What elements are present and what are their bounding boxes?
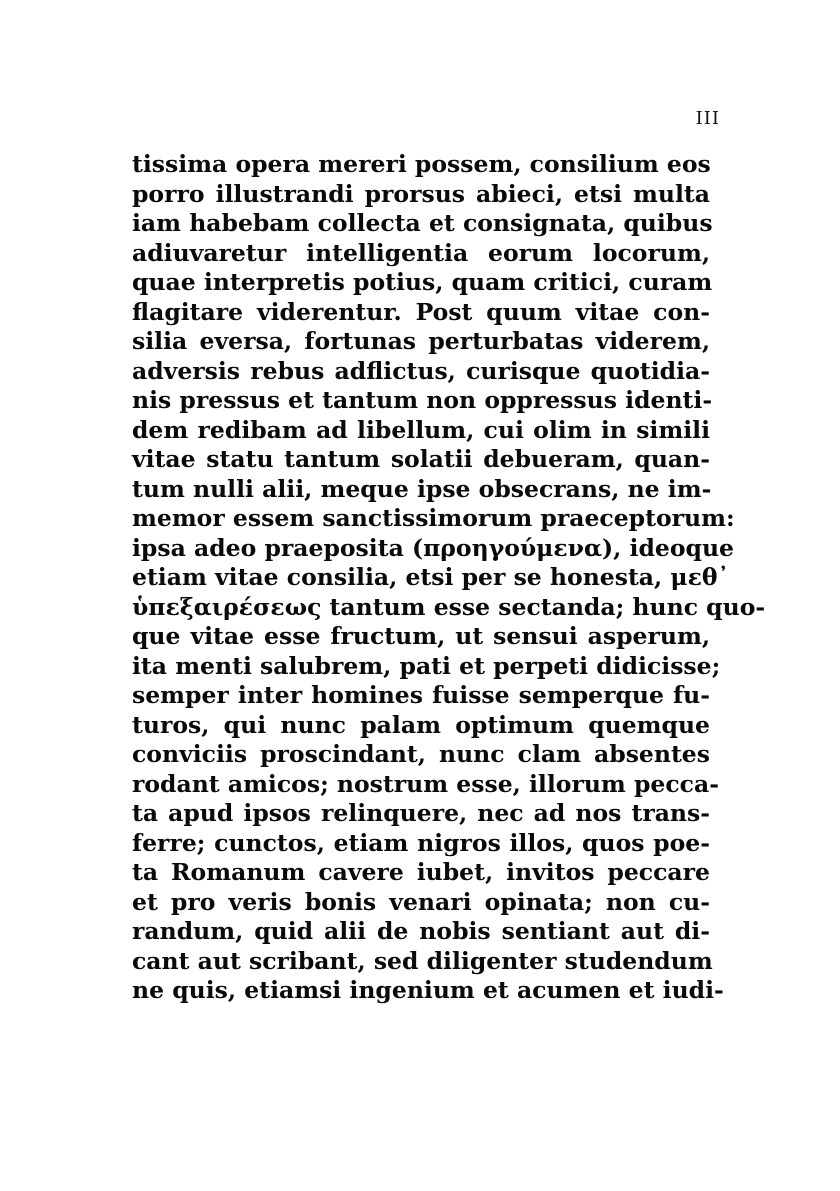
text-line: rodant amicos; nostrum esse, illorum pecca-	[132, 769, 719, 798]
text-line: quae interpretis potius, quam critici, curam	[132, 268, 713, 296]
text-line: tum nulli alii, meque ipse obsecrans, ne im-	[132, 474, 712, 503]
text-line: ipsa adeo praeposita (προηγούμενα), ideoque	[132, 533, 734, 562]
body-text	[132, 150, 766, 1006]
page-number: III	[695, 108, 720, 129]
text-line: adiuvaretur intelligentia eorum locorum,	[132, 238, 710, 267]
text-line: turos, qui nunc palam optimum quemque	[132, 710, 710, 739]
text-line: etiam vitae consilia, etsi per se honesta, μεθ᾽	[132, 563, 730, 591]
text-line: randum, quid alii de nobis sentiant aut di-	[132, 917, 710, 945]
text-line: et pro veris bonis venari opinata; non cu-	[132, 887, 710, 916]
text-line: ita menti salubrem, pati et perpeti didicisse;	[132, 651, 721, 680]
text-line: iam habebam collecta et consignata, quibus	[132, 209, 713, 237]
text-line: ta Romanum cavere iubet, invitos peccare	[132, 858, 710, 886]
text-line: ne quis, etiamsi ingenium et acumen et iudi-	[132, 976, 724, 1004]
text-line: porro illustrandi prorsus abieci, etsi multa	[132, 179, 710, 208]
text-line: nis pressus et tantum non oppressus identi-	[132, 386, 713, 414]
text-line: dem redibam ad libellum, cui olim in simili	[132, 415, 710, 444]
text-line: vitae statu tantum solatii debueram, quan-	[132, 445, 710, 473]
text-line: memor essem sanctissimorum praeceptorum:	[132, 504, 735, 532]
text-line: conviciis proscindant, nunc clam absentes	[132, 740, 710, 768]
text-line: ὑπεξαιρέσεως tantum esse sectanda; hunc quo-	[132, 592, 766, 621]
text-line: silia eversa, fortunas perturbatas viderem,	[132, 327, 710, 355]
text-line: flagitare viderentur. Post quum vitae con-	[132, 297, 710, 326]
text-line: ferre; cunctos, etiam nigros illos, quos poe-	[132, 828, 710, 857]
text-line: ta apud ipsos relinquere, nec ad nos trans-	[132, 799, 710, 827]
text-line: adversis rebus adflictus, curisque quotidia-	[132, 356, 710, 385]
text-line: cant aut scribant, sed diligenter studendum	[132, 946, 713, 975]
text-line: que vitae esse fructum, ut sensui asperum,	[132, 622, 710, 650]
text-line: semper inter homines fuisse semperque fu-	[132, 681, 710, 709]
text-line: tissima opera mereri possem, consilium eos	[132, 150, 711, 178]
